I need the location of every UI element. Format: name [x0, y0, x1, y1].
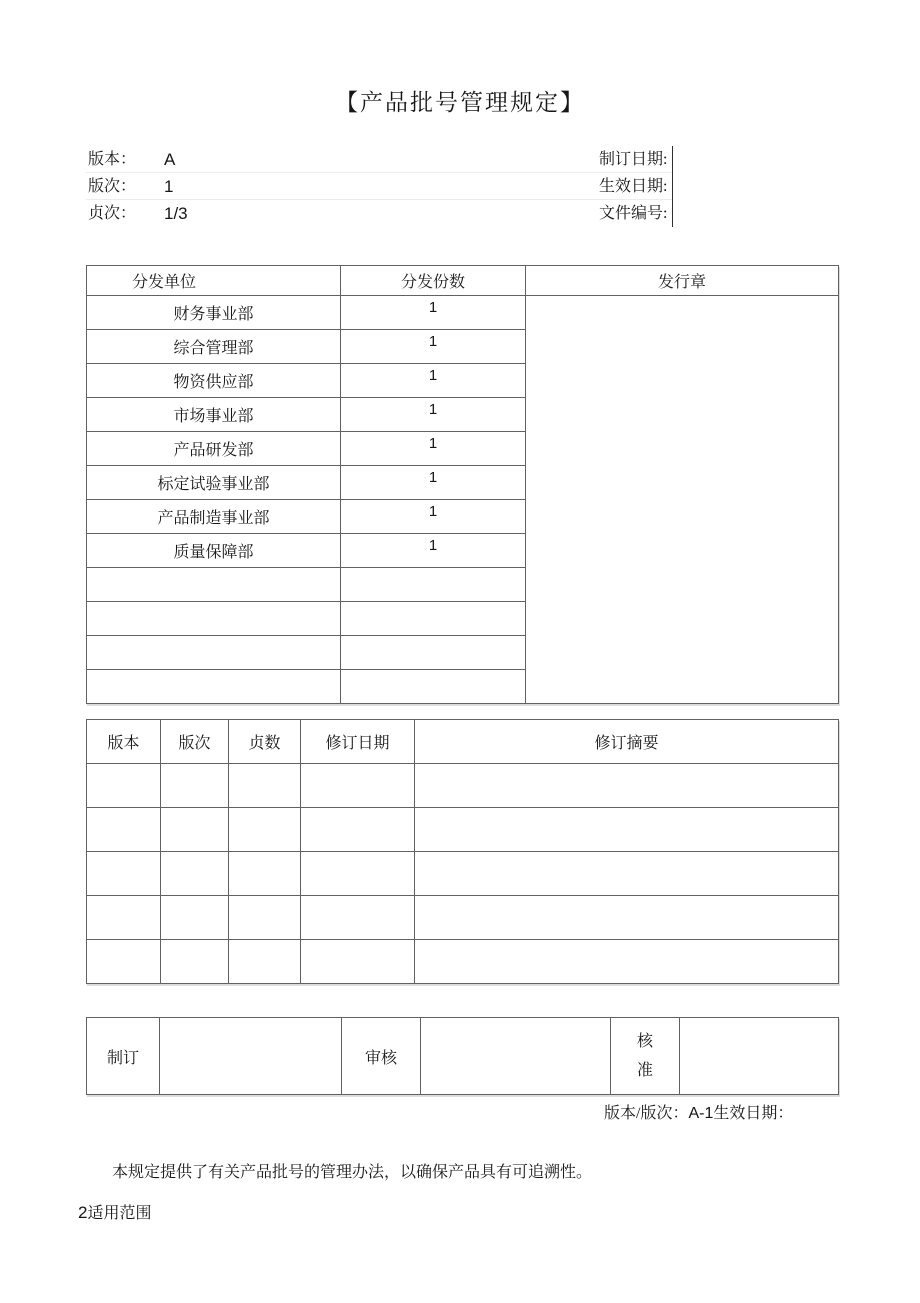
- empty-cell: [87, 764, 161, 808]
- pages-header-cell: 贞数: [229, 720, 301, 764]
- approve-signature-cell: [680, 1018, 839, 1095]
- unit-cell: 市场事业部: [87, 398, 341, 432]
- empty-cell: [415, 764, 839, 808]
- note-version-value: A-1: [688, 1105, 714, 1122]
- empty-cell: [87, 940, 161, 984]
- empty-cell: [301, 940, 415, 984]
- copies-cell: 1: [341, 296, 526, 330]
- empty-cell: [161, 808, 229, 852]
- meta-right-block: [599, 146, 673, 227]
- empty-cell: [415, 940, 839, 984]
- table-header-row: [87, 266, 839, 296]
- copies-cell: 1: [341, 330, 526, 364]
- faint-divider: [86, 199, 672, 200]
- empty-cell: [161, 852, 229, 896]
- empty-cell: [415, 808, 839, 852]
- table-row: [87, 808, 839, 852]
- unit-cell: [87, 568, 341, 602]
- table-row: [87, 1018, 839, 1095]
- purpose-paragraph: 本规定提供了有关产品批号的管理办法，以确保产品具有可追溯性。: [112, 1164, 593, 1181]
- copies-cell: 1: [341, 432, 526, 466]
- revision-label: 版次：: [88, 178, 137, 195]
- review-signature-cell: [421, 1018, 611, 1095]
- empty-cell: [301, 764, 415, 808]
- empty-cell: [87, 896, 161, 940]
- table-header-row: [87, 720, 839, 764]
- table-row: [87, 896, 839, 940]
- unit-cell: 综合管理部: [87, 330, 341, 364]
- empty-cell: [415, 852, 839, 896]
- meta-right-group: [599, 146, 673, 200]
- draft-signature-cell: [160, 1018, 342, 1095]
- unit-header-cell: 分发单位: [87, 266, 341, 296]
- revision-header-cell: 版次: [161, 720, 229, 764]
- seal-cell: [526, 296, 839, 704]
- empty-cell: [161, 940, 229, 984]
- copies-cell: 1: [341, 534, 526, 568]
- section-number: 2: [78, 1203, 88, 1222]
- meta-row-revision: [88, 173, 188, 200]
- table-row: [87, 764, 839, 808]
- approve-label-cell: [611, 1018, 680, 1095]
- revision-summary-header-cell: 修订摘要: [415, 720, 839, 764]
- page-label: 贞次：: [88, 205, 137, 222]
- distribution-table: [86, 265, 839, 704]
- copies-cell: [341, 636, 526, 670]
- revision-history-table: [86, 719, 839, 984]
- unit-cell: 质量保障部: [87, 534, 341, 568]
- table-row: [87, 940, 839, 984]
- empty-cell: [87, 808, 161, 852]
- note-suffix: 生效日期：: [713, 1105, 794, 1122]
- meta-left-block: [88, 146, 188, 227]
- copies-cell: 1: [341, 364, 526, 398]
- meta-row-version: [88, 146, 188, 173]
- copies-cell: 1: [341, 500, 526, 534]
- meta-row-page: [88, 200, 188, 227]
- empty-cell: [229, 940, 301, 984]
- version-header-cell: 版本: [87, 720, 161, 764]
- copies-cell: [341, 568, 526, 602]
- version-label: 版本：: [88, 151, 137, 168]
- note-prefix: 版本/版次：: [604, 1105, 689, 1122]
- unit-cell: 财务事业部: [87, 296, 341, 330]
- unit-cell: [87, 602, 341, 636]
- empty-cell: [301, 896, 415, 940]
- unit-cell: 产品制造事业部: [87, 500, 341, 534]
- unit-cell: 标定试验事业部: [87, 466, 341, 500]
- version-value: A: [164, 150, 176, 169]
- empty-cell: [229, 808, 301, 852]
- table-row: [87, 852, 839, 896]
- empty-cell: [229, 764, 301, 808]
- empty-cell: [87, 852, 161, 896]
- empty-cell: [301, 808, 415, 852]
- copies-cell: 1: [341, 466, 526, 500]
- empty-cell: [229, 896, 301, 940]
- document-title: 【产品批号管理规定】: [335, 90, 585, 115]
- page-value: 1/3: [164, 204, 188, 223]
- empty-cell: [415, 896, 839, 940]
- empty-cell: [229, 852, 301, 896]
- section-heading-scope: [78, 1200, 151, 1223]
- unit-cell: [87, 636, 341, 670]
- empty-cell: [301, 852, 415, 896]
- empty-cell: [161, 764, 229, 808]
- copies-cell: [341, 602, 526, 636]
- empty-cell: [161, 896, 229, 940]
- approve-label-text: 核准: [636, 1033, 653, 1079]
- table-row: [87, 296, 839, 330]
- unit-cell: 产品研发部: [87, 432, 341, 466]
- unit-cell: [87, 670, 341, 704]
- draft-date-label: 制订日期:: [599, 151, 668, 168]
- copies-cell: [341, 670, 526, 704]
- document-number-label: 文件编号:: [599, 200, 673, 227]
- effective-date-label: 生效日期:: [599, 178, 668, 195]
- copies-header-cell: 分发份数: [341, 266, 526, 296]
- seal-header-cell: 发行章: [526, 266, 839, 296]
- revision-date-header-cell: 修订日期: [301, 720, 415, 764]
- approval-table: [86, 1017, 839, 1095]
- faint-divider: [86, 172, 672, 173]
- version-effective-note: [604, 1100, 793, 1123]
- unit-cell: 物资供应部: [87, 364, 341, 398]
- revision-value: 1: [164, 177, 174, 196]
- copies-cell: 1: [341, 398, 526, 432]
- section-title: 适用范围: [87, 1205, 152, 1222]
- draft-label-cell: 制订: [87, 1018, 160, 1095]
- review-label-cell: 审核: [342, 1018, 421, 1095]
